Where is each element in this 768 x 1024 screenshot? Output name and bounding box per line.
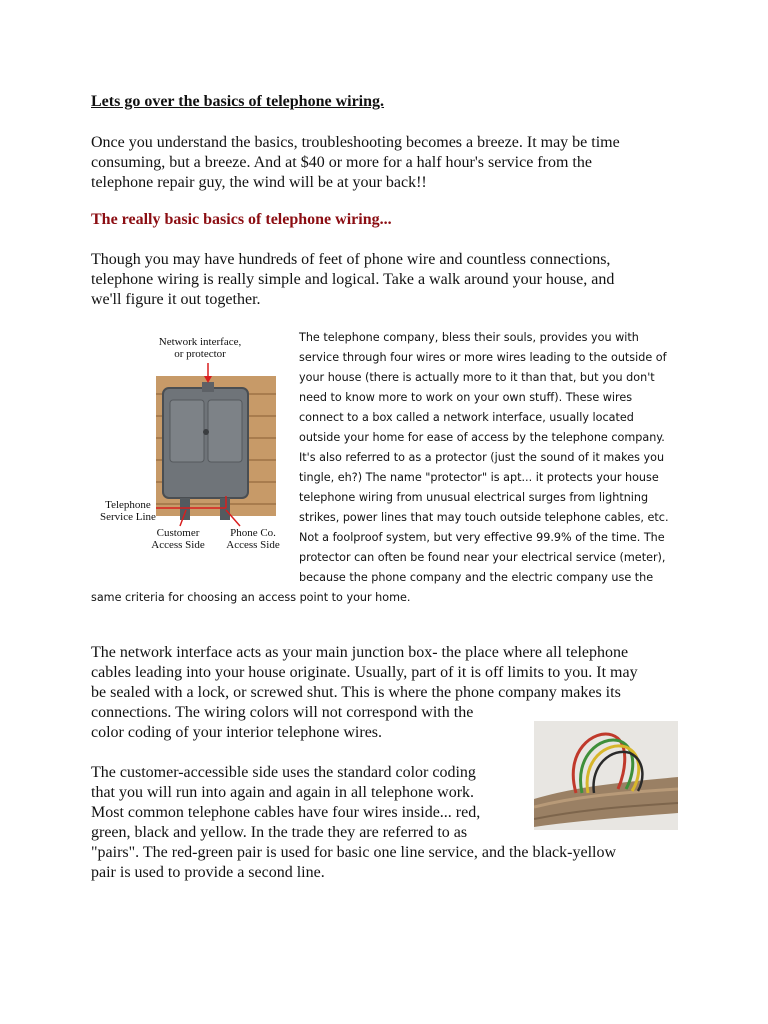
text-line: service through four wires or more wires leading to the outside of: [299, 351, 667, 364]
text-line: Most common telephone cables have four wires inside... red,: [91, 804, 481, 821]
text-line: The customer-accessible side uses the standard color coding: [91, 764, 476, 781]
text-line: connect to a box called a network interface, usually located: [299, 411, 634, 424]
text-line: telephone repair guy, the wind will be at your back!!: [91, 174, 427, 191]
text-line: The network interface acts as your main junction box- the place where all telephone: [91, 644, 629, 661]
text-line: your house (there is actually more to it than that, but you don't: [299, 371, 655, 384]
figure-label-line: Access Side: [151, 539, 205, 551]
figure-label-line: Phone Co.: [230, 527, 276, 539]
text-line: telephone wiring from unusual electrical surges from lightning: [299, 491, 649, 504]
text-line: green, black and yellow. In the trade they are referred to as: [91, 824, 468, 841]
text-line: Not a foolproof system, but very effective 99.9% of the time. The: [299, 531, 665, 544]
text-line: tingle, eh?) The name "protector" is apt... it protects your house: [299, 471, 659, 484]
text-line: we'll figure it out together.: [91, 291, 261, 308]
text-line: color coding of your interior telephone wires.: [91, 724, 383, 741]
text-line: pair is used to provide a second line.: [91, 864, 325, 881]
text-line: It's also referred to as a protector (just the sound of it makes you: [299, 451, 665, 464]
text-line: be sealed with a lock, or screwed shut. This is where the phone company makes its: [91, 684, 621, 701]
customer-side-label: [148, 527, 208, 551]
service-line-label: [100, 499, 156, 523]
text-line: connections. The wiring colors will not correspond with the: [91, 704, 474, 721]
text-line: protector can often be found near your electrical service (meter),: [299, 551, 666, 564]
text-line: "pairs". The red-green pair is used for basic one line service, and the black-yellow: [91, 844, 617, 861]
text-line: strikes, power lines that may touch outside telephone cables, etc.: [299, 511, 669, 524]
text-line: because the phone company and the electric company use the: [299, 571, 654, 584]
figure-label-line: Customer: [156, 527, 200, 539]
customer-paragraph: [91, 763, 691, 883]
figure-label-line: or protector: [174, 348, 226, 360]
simple-paragraph: [91, 250, 691, 310]
text-line: cables leading into your house originate. Usually, part of it is off limits to you. It may: [91, 664, 638, 681]
page-heading: Lets go over the basics of telephone wiring.: [91, 93, 385, 110]
network-interface-figure: [98, 330, 294, 562]
figure-label-line: Access Side: [226, 539, 280, 551]
text-line: that you will run into again and again in all telephone work.: [91, 784, 475, 801]
phoneco-side-label: [222, 527, 284, 551]
text-line: telephone wiring is really simple and logical. Take a walk around your house, and: [91, 271, 615, 288]
figure-label-line: Telephone: [105, 499, 151, 511]
protector-last-line: same criteria for choosing an access point to your home.: [91, 591, 411, 604]
text-line: Though you may have hundreds of feet of phone wire and countless connections,: [91, 251, 611, 268]
text-line: consuming, but a breeze. And at $40 or more for a half hour's service from the: [91, 154, 592, 171]
protector-paragraph: [299, 328, 679, 588]
text-line: need to know more to work on your own stuff). These wires: [299, 391, 633, 404]
text-line: Once you understand the basics, troubleshooting becomes a breeze. It may be time: [91, 134, 620, 151]
intro-paragraph: [91, 133, 691, 193]
section-subheading: The really basic basics of telephone wiring...: [91, 211, 392, 228]
text-line: outside your home for ease of access by the telephone company.: [299, 431, 665, 444]
figure-label-line: Service Line: [100, 511, 156, 523]
text-line: The telephone company, bless their souls, provides you with: [299, 331, 639, 344]
figure-label-line: Network interface,: [158, 336, 242, 348]
